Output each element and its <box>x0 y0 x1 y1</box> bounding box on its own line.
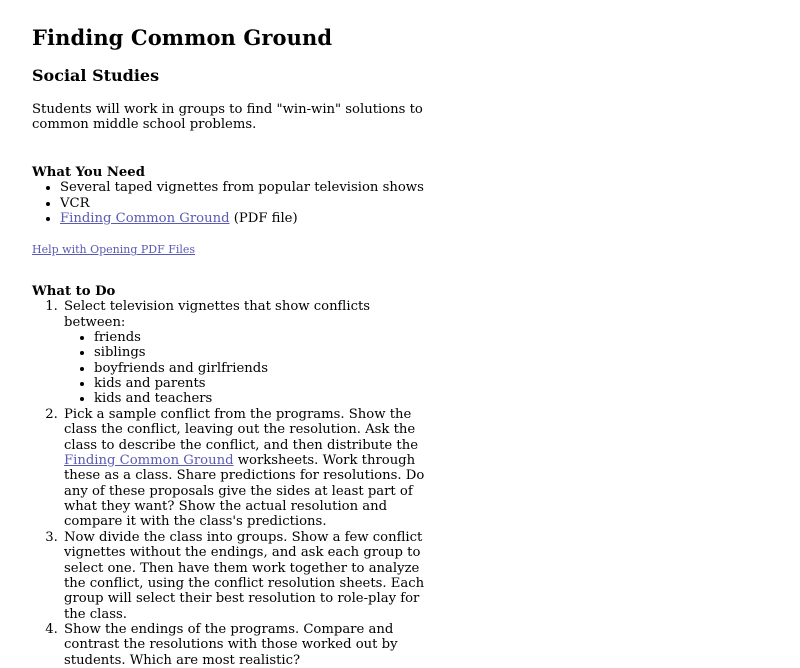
help-opening-pdf-files-link[interactable]: Help with Opening PDF Files <box>32 243 196 257</box>
lesson-description: Students will work in groups to find "win-win" solutions to common middle school problems. <box>32 101 423 133</box>
list-item <box>62 407 432 530</box>
step-2-text-part-1: Pick a sample conflict from the programs. Show the class the conflict, leaving out the resolution. Ask the class to describe the conflict, and then distribute the <box>64 406 419 453</box>
what-you-need-heading: What You Need <box>32 164 145 180</box>
finding-common-ground-pdf-link[interactable]: Finding Common Ground <box>60 211 230 227</box>
document-content <box>32 26 432 668</box>
list-item: • siblings <box>94 345 432 360</box>
list-item <box>60 211 432 226</box>
step-1-text: Select television vignettes that show conflicts between: <box>64 299 371 330</box>
materials-list <box>32 180 432 226</box>
list-item: 3. Now divide the class into groups. Show a few conflict vignettes without the endings, and ask each group to select one. Then have them work together to analyze the conflict, using the conflict resolution sheets. Each group will select their best resolution to role-play for the class. <box>62 530 432 622</box>
list-item <box>62 299 432 407</box>
pdf-help-paragraph <box>32 243 432 256</box>
what-to-do-heading: What to Do <box>32 283 116 299</box>
list-item: • kids and parents <box>94 376 432 391</box>
list-item: • friends <box>94 330 432 345</box>
page-title: Finding Common Ground <box>32 25 333 50</box>
list-item: • boyfriends and girlfriends <box>94 361 432 376</box>
instruction-steps-list <box>32 299 432 668</box>
conflict-types-list <box>64 330 432 407</box>
step-2-text-part-2: worksheets. Work through these as a class. Share predictions for resolutions. Do any of these proposals give the sides at least part of what they want? Show the actual resolution and compare it with the class's predictions. <box>64 452 425 530</box>
list-item: • VCR <box>60 196 432 211</box>
finding-common-ground-worksheet-link[interactable]: Finding Common Ground <box>64 452 234 468</box>
pdf-file-note: (PDF file) <box>229 211 298 227</box>
list-item: • kids and teachers <box>94 391 432 406</box>
list-item: • Several taped vignettes from popular television shows <box>60 180 432 195</box>
subject-heading: Social Studies <box>32 66 160 86</box>
list-item: 4. Show the endings of the programs. Compare and contrast the resolutions with those worked out by students. Which are most realistic? <box>62 622 432 668</box>
